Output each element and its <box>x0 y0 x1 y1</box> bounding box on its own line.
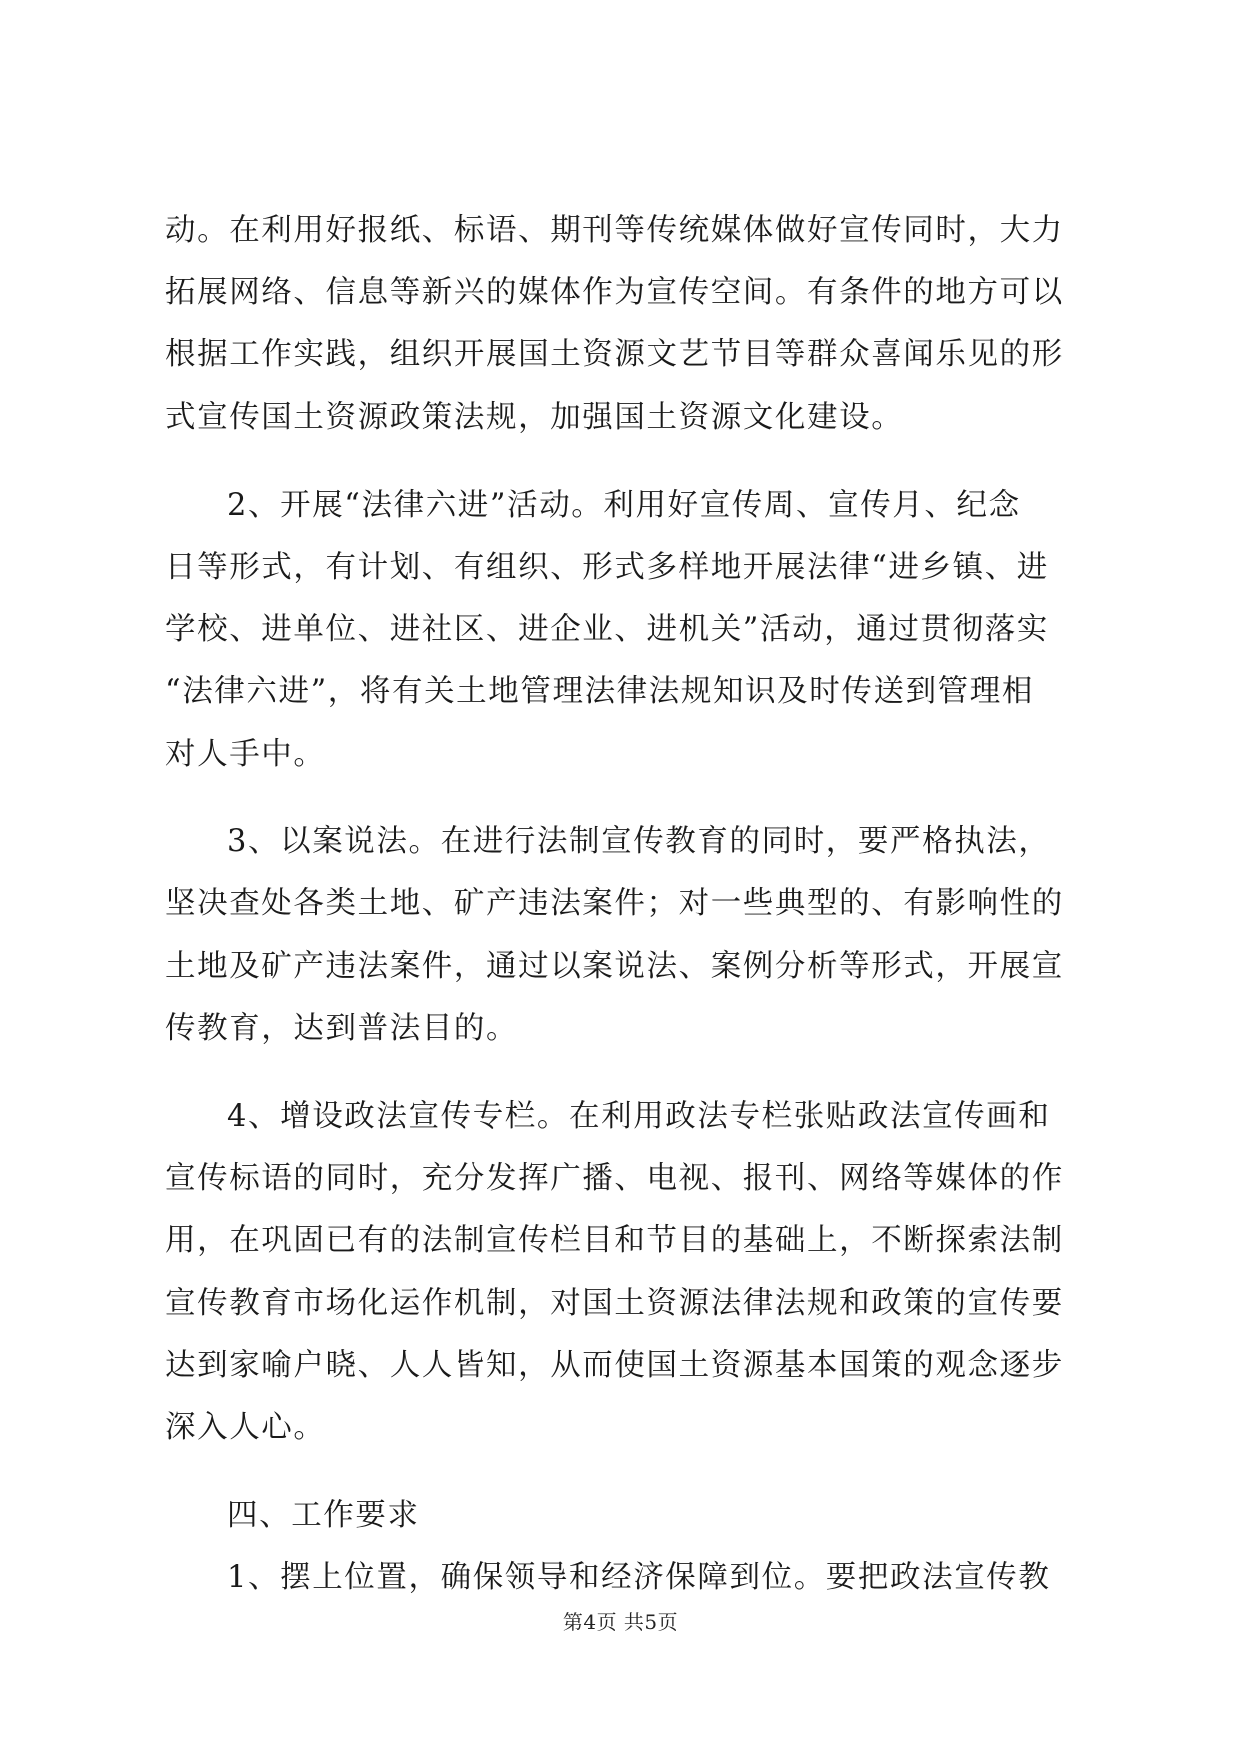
text-line: 达到家喻户晓、人人皆知，从而使国土资源基本国策的观念逐步 <box>165 1348 1064 1383</box>
text-line: 宣传教育市场化运作机制，对国土资源法律法规和政策的宣传要 <box>165 1286 1064 1321</box>
text-line: “法律六进”，将有关土地管理法律法规知识及时传送到管理相 <box>165 674 1034 709</box>
text-line: 3、以案说法。在进行法制宣传教育的同时，要严格执法， <box>227 824 1051 859</box>
text-line: 传教育，达到普法目的。 <box>165 1011 519 1046</box>
text-line: 学校、进单位、进社区、进企业、进机关”活动，通过贯彻落实 <box>165 612 1049 647</box>
section-heading: 四、工作要求 <box>227 1498 420 1533</box>
text-line: 4、增设政法宣传专栏。在利用政法专栏张贴政法宣传画和 <box>227 1099 1051 1134</box>
text-line: 2、开展“法律六进”活动。利用好宣传周、宣传月、纪念 <box>227 488 1021 523</box>
text-line: 用，在巩固已有的法制宣传栏目和节目的基础上，不断探索法制 <box>165 1223 1064 1258</box>
text-line: 根据工作实践，组织开展国土资源文艺节目等群众喜闻乐见的形 <box>165 337 1064 372</box>
text-line: 宣传标语的同时，充分发挥广播、电视、报刊、网络等媒体的作 <box>165 1161 1064 1196</box>
page-footer: 第4页 共5页 <box>562 1610 679 1634</box>
text-line: 坚决查处各类土地、矿产违法案件；对一些典型的、有影响性的 <box>165 886 1064 921</box>
text-line: 土地及矿产违法案件，通过以案说法、案例分析等形式，开展宣 <box>165 949 1064 984</box>
text-line: 动。在利用好报纸、标语、期刊等传统媒体做好宣传同时，大力 <box>165 213 1064 248</box>
text-line: 日等形式，有计划、有组织、形式多样地开展法律“进乡镇、进 <box>165 550 1049 585</box>
text-line: 对人手中。 <box>165 737 326 772</box>
text-line: 1、摆上位置，确保领导和经济保障到位。要把政法宣传教 <box>227 1560 1051 1595</box>
text-line: 式宣传国土资源政策法规，加强国土资源文化建设。 <box>165 400 904 435</box>
text-line: 拓展网络、信息等新兴的媒体作为宣传空间。有条件的地方可以 <box>165 275 1064 310</box>
text-line: 深入人心。 <box>165 1410 326 1445</box>
